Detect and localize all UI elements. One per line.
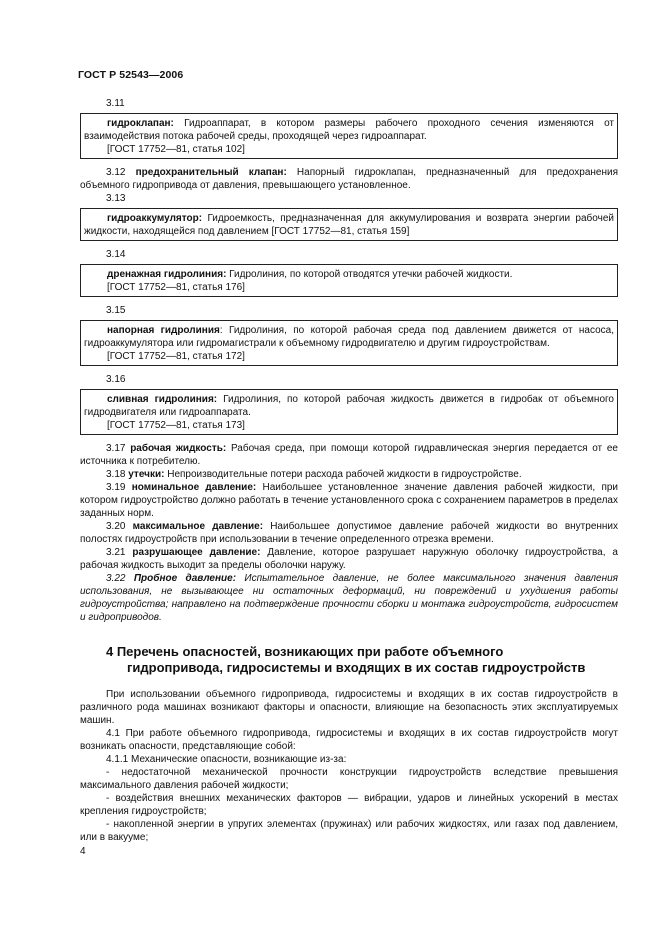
list-item: - недостаточной механической прочности конструкции гидроустройств вследствие превышения максимального давления рабочей жидкости; — [80, 767, 618, 791]
source-reference: [ГОСТ 17752—81, статья 176] — [107, 282, 245, 293]
term: максимальное давление: — [132, 521, 264, 532]
definition: Напорный гидроклапан, предназначенный для предохранения объемного гидропривода от давления, превышающего установленное. — [80, 167, 618, 191]
term: гидроаккумулятор: — [107, 213, 203, 224]
definition: Гидроаппарат, в котором размеры рабочего проходного сечения изменяются от взаимодействия потока рабочей среды, проходящей через гидроаппарат. — [84, 118, 614, 142]
clause-3-12 — [80, 166, 618, 192]
section-heading — [80, 644, 618, 676]
definition-text — [84, 324, 614, 350]
clause-3-20 — [80, 520, 618, 546]
source-reference: [ГОСТ 17752—81, статья 173] — [107, 420, 245, 431]
section-title-line-2: гидропривода, гидросистемы и входящих в их состав гидроустройств — [127, 660, 586, 675]
section-title-line-1: 4 Перечень опасностей, возникающих при работе объемного — [106, 644, 504, 659]
clause-number: 3.19 — [106, 482, 126, 493]
definition-box-3-15 — [80, 320, 618, 366]
definition-box-3-16 — [80, 389, 618, 435]
definition: : Гидролиния, по которой рабочая среда под давлением движется от насоса, гидроаккумулятора или гидромагистрали к объемному гидродвигателю и другим гидроустройствам. — [84, 325, 614, 349]
term: напорная гидролиния — [107, 325, 220, 336]
definition-text — [84, 393, 614, 419]
definition: Гидролиния, по которой отводятся утечки рабочей жидкости. — [226, 269, 513, 280]
clause-number: 3.22 — [106, 573, 126, 584]
term: рабочая жидкость: — [130, 443, 227, 454]
definition-text — [84, 268, 614, 281]
definition: Испытательное давление, не более максимального значения давления использования, не вызывающее ни остаточных деформаций, ни повреждений и ухудшения работы гидроустройства; направлено на подтверждение прочности сборки и монтажа гидроустройств, гидросистем и гидроприводов. — [80, 573, 618, 623]
page-number: 4 — [80, 846, 86, 857]
clause-3-21 — [80, 546, 618, 572]
definition: Давление, которое разрушает наружную оболочку гидроустройства, а рабочая жидкость выходит за пределы оболочки наружу. — [80, 547, 618, 571]
definition: Гидролиния, по которой рабочая жидкость движется в гидробак от объемного гидродвигателя или гидроаппарата. — [84, 394, 614, 418]
clause-number-3-16: 3.16 — [106, 374, 126, 385]
term: утечки: — [128, 469, 165, 480]
clause-number: 3.17 — [106, 443, 126, 454]
definition-text — [84, 117, 614, 143]
clause-number: 3.21 — [106, 547, 126, 558]
definition-box-3-14 — [80, 264, 618, 297]
list-item: - накопленной энергии в упругих элементах (пружинах) или рабочих жидкостях, или газах под давлением, или в вакууме; — [80, 819, 618, 843]
definition: Наибольшее допустимое давление рабочей жидкости во внутренних полостях гидроустройств при использовании в течение определенного отрезка времени. — [80, 521, 619, 545]
definition: Наибольшее установленное значение давления рабочей жидкости, при котором гидроустройство должно работать в течение установленного срока с сохранением параметров в пределах заданных норм. — [80, 482, 619, 519]
clause-number-3-11: 3.11 — [106, 98, 125, 109]
clause-number: 3.12 — [106, 167, 126, 178]
definition: Непроизводительные потери расхода рабочей жидкости в гидроустройстве. — [164, 469, 522, 480]
definition-box-3-11 — [80, 113, 618, 159]
source-reference: [ГОСТ 17752—81, статья 102] — [107, 144, 245, 155]
clause-3-18 — [80, 468, 618, 481]
term: Пробное давление: — [133, 573, 237, 584]
definition: Рабочая среда, при помощи которой гидравлическая энергия передается от ее источника к потребителю. — [80, 443, 618, 467]
clause-3-19 — [80, 481, 618, 520]
definition: Гидроемкость, предназначенная для аккумулирования и возврата энергии рабочей жидкости, находящейся под давлением [ГОСТ 17752—81, статья 159] — [84, 213, 614, 237]
list-item: - воздействия внешних механических факторов — вибрации, ударов и линейных ускорений в местах крепления гидроустройств; — [80, 793, 618, 817]
term: дренажная гидролиния: — [107, 269, 227, 280]
clause-number: 3.20 — [106, 521, 126, 532]
term: гидроклапан: — [107, 118, 174, 129]
document-code-header: ГОСТ Р 52543—2006 — [78, 69, 184, 81]
term: предохранительный клапан: — [135, 167, 287, 178]
definition-box-3-13 — [80, 208, 618, 241]
source-reference: [ГОСТ 17752—81, статья 172] — [107, 351, 245, 362]
clause-number-3-13: 3.13 — [106, 193, 126, 204]
term: разрушающее давление: — [132, 547, 261, 558]
clause-number-3-14: 3.14 — [106, 249, 126, 260]
clause-3-17 — [80, 442, 618, 468]
definition-text — [84, 212, 614, 238]
section-intro: При использовании объемного гидропривода, гидросистемы и входящих в их состав гидроустройств в различного рода машинах возникают факторы и опасности, влияющие на безопасность этих эксплуатируемых машин. — [80, 689, 618, 726]
clause-number: 3.18 — [106, 469, 126, 480]
clause-4-1: 4.1 При работе объемного гидропривода, гидросистемы и входящих в их состав гидроустройств могут возникать опасности, представляющие собой: — [80, 728, 618, 752]
term: сливная гидролиния: — [107, 394, 218, 405]
clause-4-1-1: 4.1.1 Механические опасности, возникающие из-за: — [106, 754, 347, 765]
clause-3-22 — [80, 572, 618, 624]
clause-number-3-15: 3.15 — [106, 305, 126, 316]
term: номинальное давление: — [131, 482, 257, 493]
page-body — [80, 97, 618, 844]
